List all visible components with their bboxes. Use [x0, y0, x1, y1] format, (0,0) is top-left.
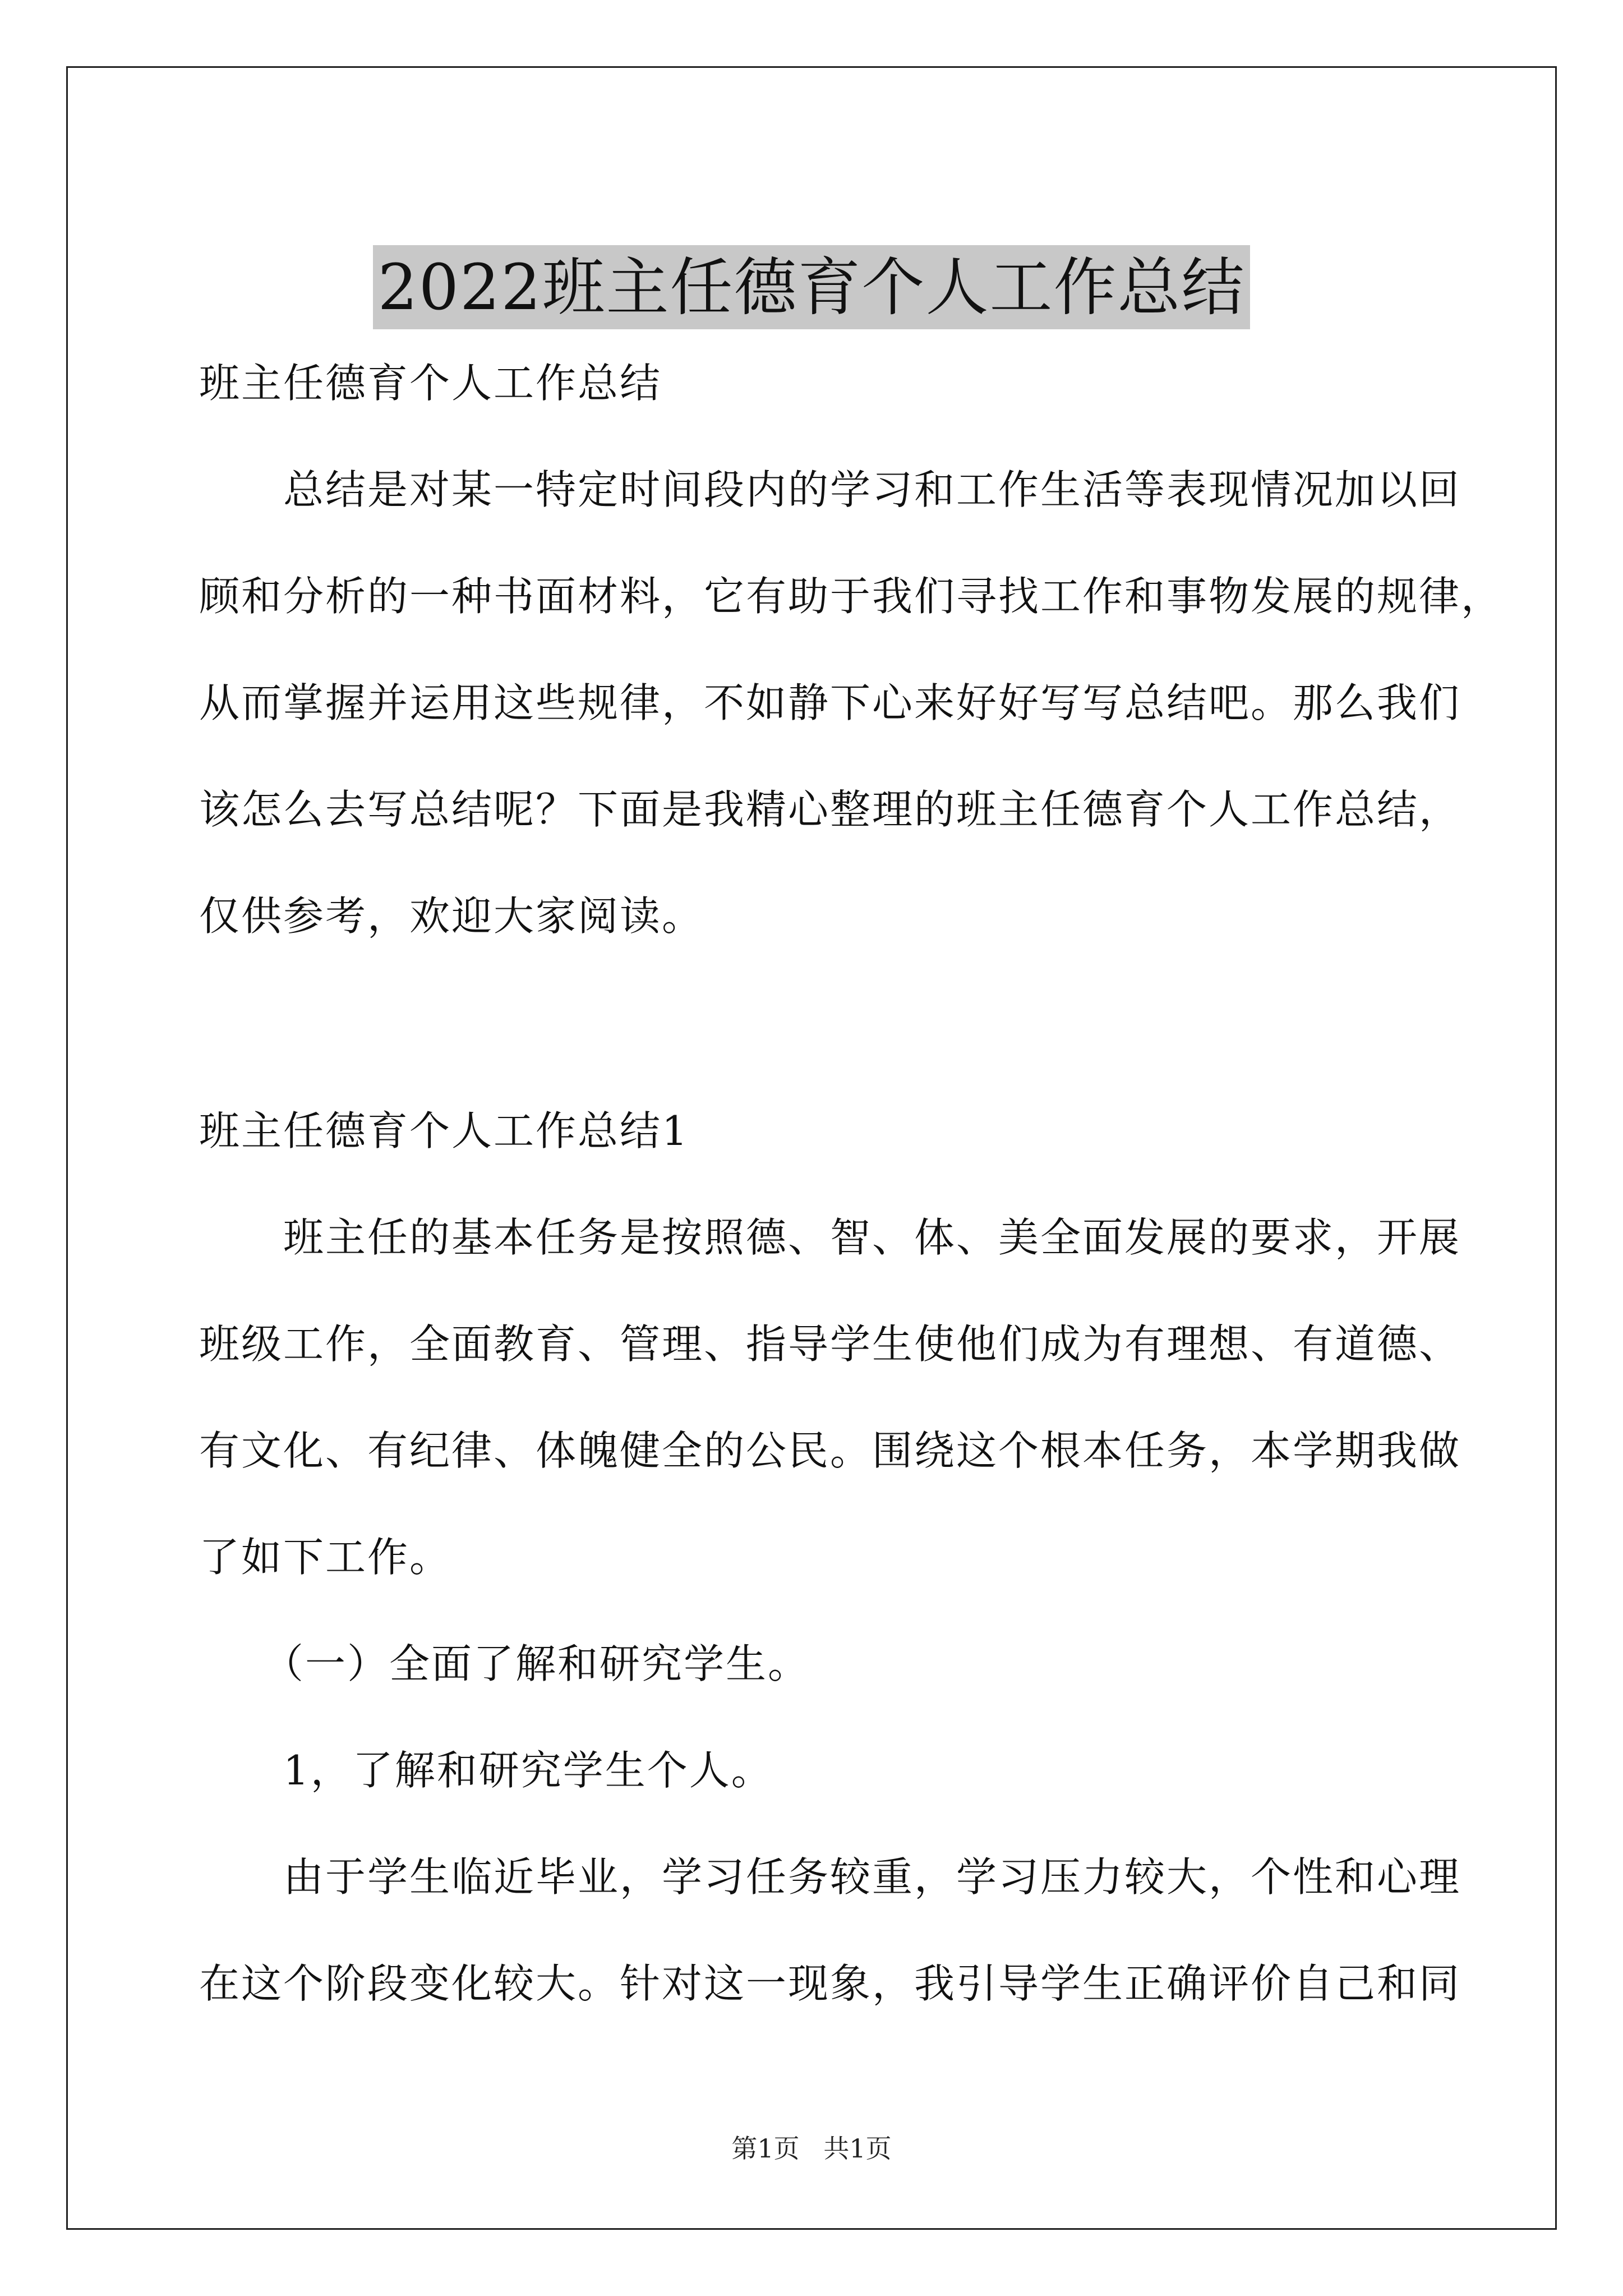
section-heading: 班主任德育个人工作总结1: [199, 1107, 689, 1154]
paragraph-line: 在这个阶段变化较大。针对这一现象，我引导学生正确评价自己和同: [199, 1960, 1461, 2007]
paragraph-line: 班级工作，全面教育、管理、指导学生使他们成为有理想、有道德、: [199, 1320, 1461, 1368]
section-heading: 班主任德育个人工作总结: [199, 360, 662, 407]
document-title: 2022班主任德育个人工作总结: [373, 245, 1249, 329]
paragraph-line: 总结是对某一特定时间段内的学习和工作生活等表现情况加以回: [199, 466, 1461, 513]
paragraph-line: 班主任的基本任务是按照德、智、体、美全面发展的要求，开展: [199, 1214, 1461, 1261]
title-container: [0, 203, 1623, 371]
page-number: 第1页: [731, 2133, 800, 2164]
paragraph-line: 顾和分析的一种书面材料，它有助于我们寻找工作和事物发展的规律，: [199, 573, 1504, 620]
paragraph-line: 该怎么去写总结呢？下面是我精心整理的班主任德育个人工作总结，: [199, 786, 1461, 833]
paragraph-line: 了如下工作。: [199, 1534, 452, 1581]
paragraph-line: 1，了解和研究学生个人。: [199, 1747, 773, 1794]
paragraph-line: 有文化、有纪律、体魄健全的公民。围绕这个根本任务，本学期我做: [199, 1427, 1461, 1474]
page-total: 共1页: [823, 2133, 892, 2164]
page-footer: [0, 2132, 1623, 2165]
paragraph-line: （一）全面了解和研究学生。: [199, 1640, 810, 1687]
paragraph-line: 从而掌握并运用这些规律，不如静下心来好好写写总结吧。那么我们: [199, 679, 1461, 726]
paragraph-line: 仅供参考，欢迎大家阅读。: [199, 892, 704, 940]
paragraph-line: 由于学生临近毕业，学习任务较重，学习压力较大，个性和心理: [199, 1853, 1461, 1901]
